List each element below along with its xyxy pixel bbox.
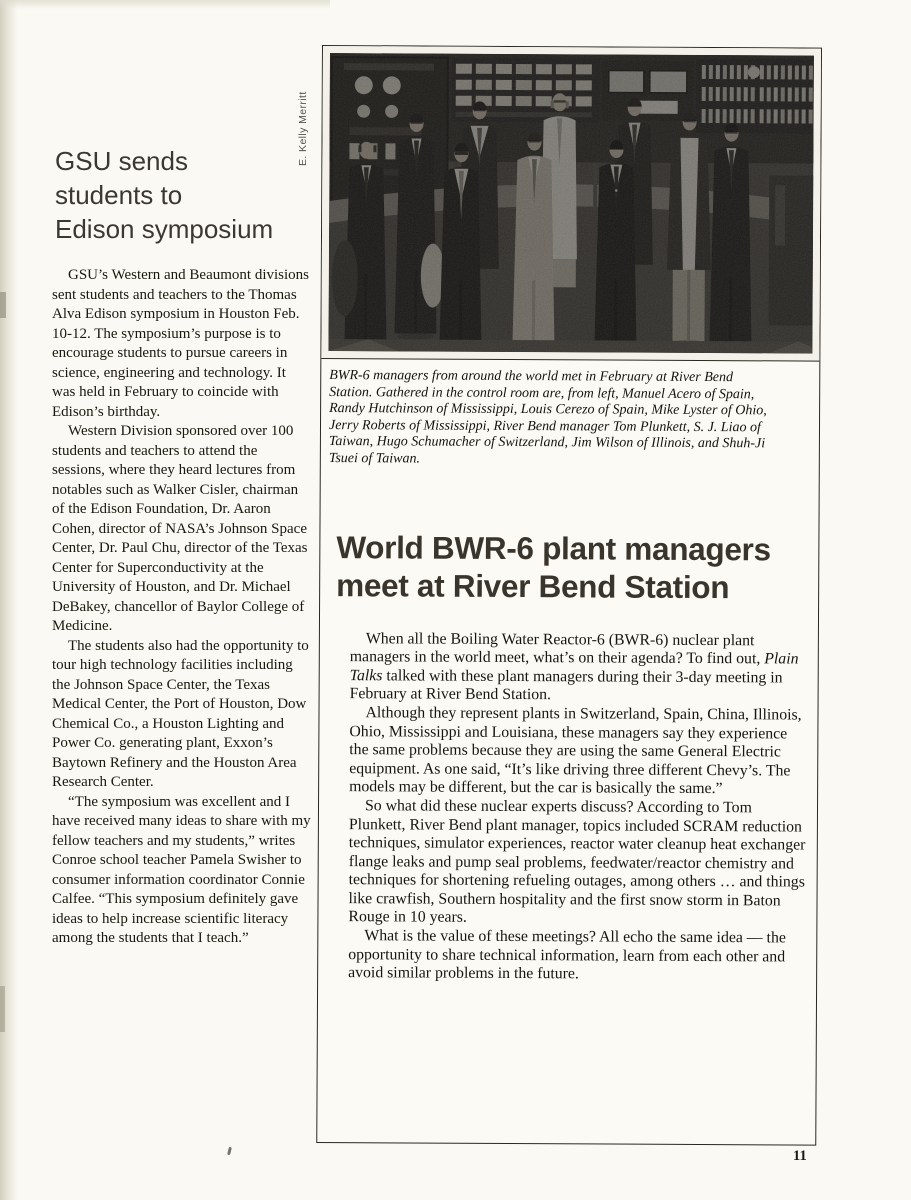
main-article-paragraph: What is the value of these meetings? All echo the same idea — the opportunity to share technical information, learn from each other and avoid similar problems in the future.: [348, 927, 786, 983]
photo-frame: [321, 46, 821, 362]
left-article-title-line: GSU sends: [55, 146, 188, 176]
left-article-paragraph: “The symposium was excellent and I have received many ideas to share with my fellow teachers and my students,” writes Conroe school teacher Pamela Swisher to consumer information coordinator Connie Calfee. “This symposium definitely gave ideas to help increase scientific literacy among the students that I teach.”: [52, 793, 311, 946]
main-article-paragraph: So what did these nuclear experts discuss? According to Tom Plunkett, River Bend plant manager, topics included SCRAM reduction techniques, simulator experiences, reactor water cleanup heat exchanger flange leaks and pump seal problems, feedwater/reactor chemistry and techniques for shortening refueling outages, among others … and things like crawfish, Southern hospitality and the first snow storm in Baton Rouge in 10 years.: [348, 797, 806, 927]
paragraph-text: talked with these plant managers during their 3-day meeting in February at River Bend Station.: [349, 667, 783, 704]
page-number: 11: [793, 1148, 807, 1164]
main-article-paragraph: [350, 630, 808, 707]
left-article-paragraph: Western Division sponsored over 100 students and teachers to attend the sessions, where they heard lectures from notables such as Walker Cisler, chairman of the Edison Foundation, Dr. Aaron Cohen, director of NASA’s Johnson Space Center, Dr. Paul Chu, director of the Texas Center for Superconductivity at the University of Houston, and Dr. Michael DeBakey, chancellor of Baylor College of Medicine.: [52, 423, 308, 634]
left-article-title-line: students to: [55, 180, 183, 210]
photo-credit: E. Kelly Merritt: [297, 91, 309, 166]
left-article-paragraph: The students also had the opportunity to tour high technology facilities including the Johnson Space Center, the Texas Medical Center, the Port of Houston, Dow Chemical Co., a Houston Lighting and Power Co. generating plant, Exxon’s Baytown Refinery and the Houston Area Research Center.: [52, 637, 309, 790]
left-article-body: [52, 266, 312, 949]
headline-line: World BWR-6 plant managers: [336, 528, 771, 567]
main-article-headline: [336, 528, 818, 607]
left-article-paragraph: GSU’s Western and Beaumont divisions sent students and teachers to the Thomas Alva Edison symposium in Houston Feb. 10-12. The symposium’s purpose is to encourage students to pursue careers in science, engineering and technology. It was held in February to coincide with Edison’s birthday.: [52, 267, 310, 420]
paragraph-text: When all the Boiling Water Reactor-6 (BWR-6) nuclear plant managers in the world meet, what’s on their agenda? To find out,: [349, 629, 765, 668]
headline-line: meet at River Bend Station: [336, 566, 730, 605]
main-article-paragraph: Although they represent plants in Switzerland, Spain, China, Illinois, Ohio, Mississippi and Louisiana, these managers say they experience the same problems because they are using the same General Electric equipment. As one said, “It’s like driving three different Chevy’s. The models may be different, but the car is basically the same.”: [349, 704, 802, 798]
left-article-title: [55, 144, 325, 246]
feature-box: [316, 45, 822, 1146]
scan-edge-shading-top: [0, 0, 330, 9]
scan-artifact: [227, 1147, 232, 1155]
photo-caption: BWR-6 managers from around the world met in February at River Bend Station. Gathered in the control room are, from left, Manuel Acero of Spain, Randy Hutchinson of Mississippi, Louis Cerezo of Spain, Mike Lyster of Ohio, Jerry Roberts of Mississippi, River Bend manager Tom Plunkett, S. J. Liao of Taiwan, Hugo Schumacher of Switzerland, Jim Wilson of Illinois, and Shuh-Ji Tsuei of Taiwan.: [328, 368, 767, 467]
scan-artifact: [0, 292, 6, 318]
main-article-body: [348, 630, 808, 986]
control-room-photo: [328, 53, 814, 354]
publication-name: Plain Talks: [349, 650, 799, 685]
scan-artifact: [0, 986, 5, 1032]
left-article-title-line: Edison symposium: [55, 214, 274, 244]
